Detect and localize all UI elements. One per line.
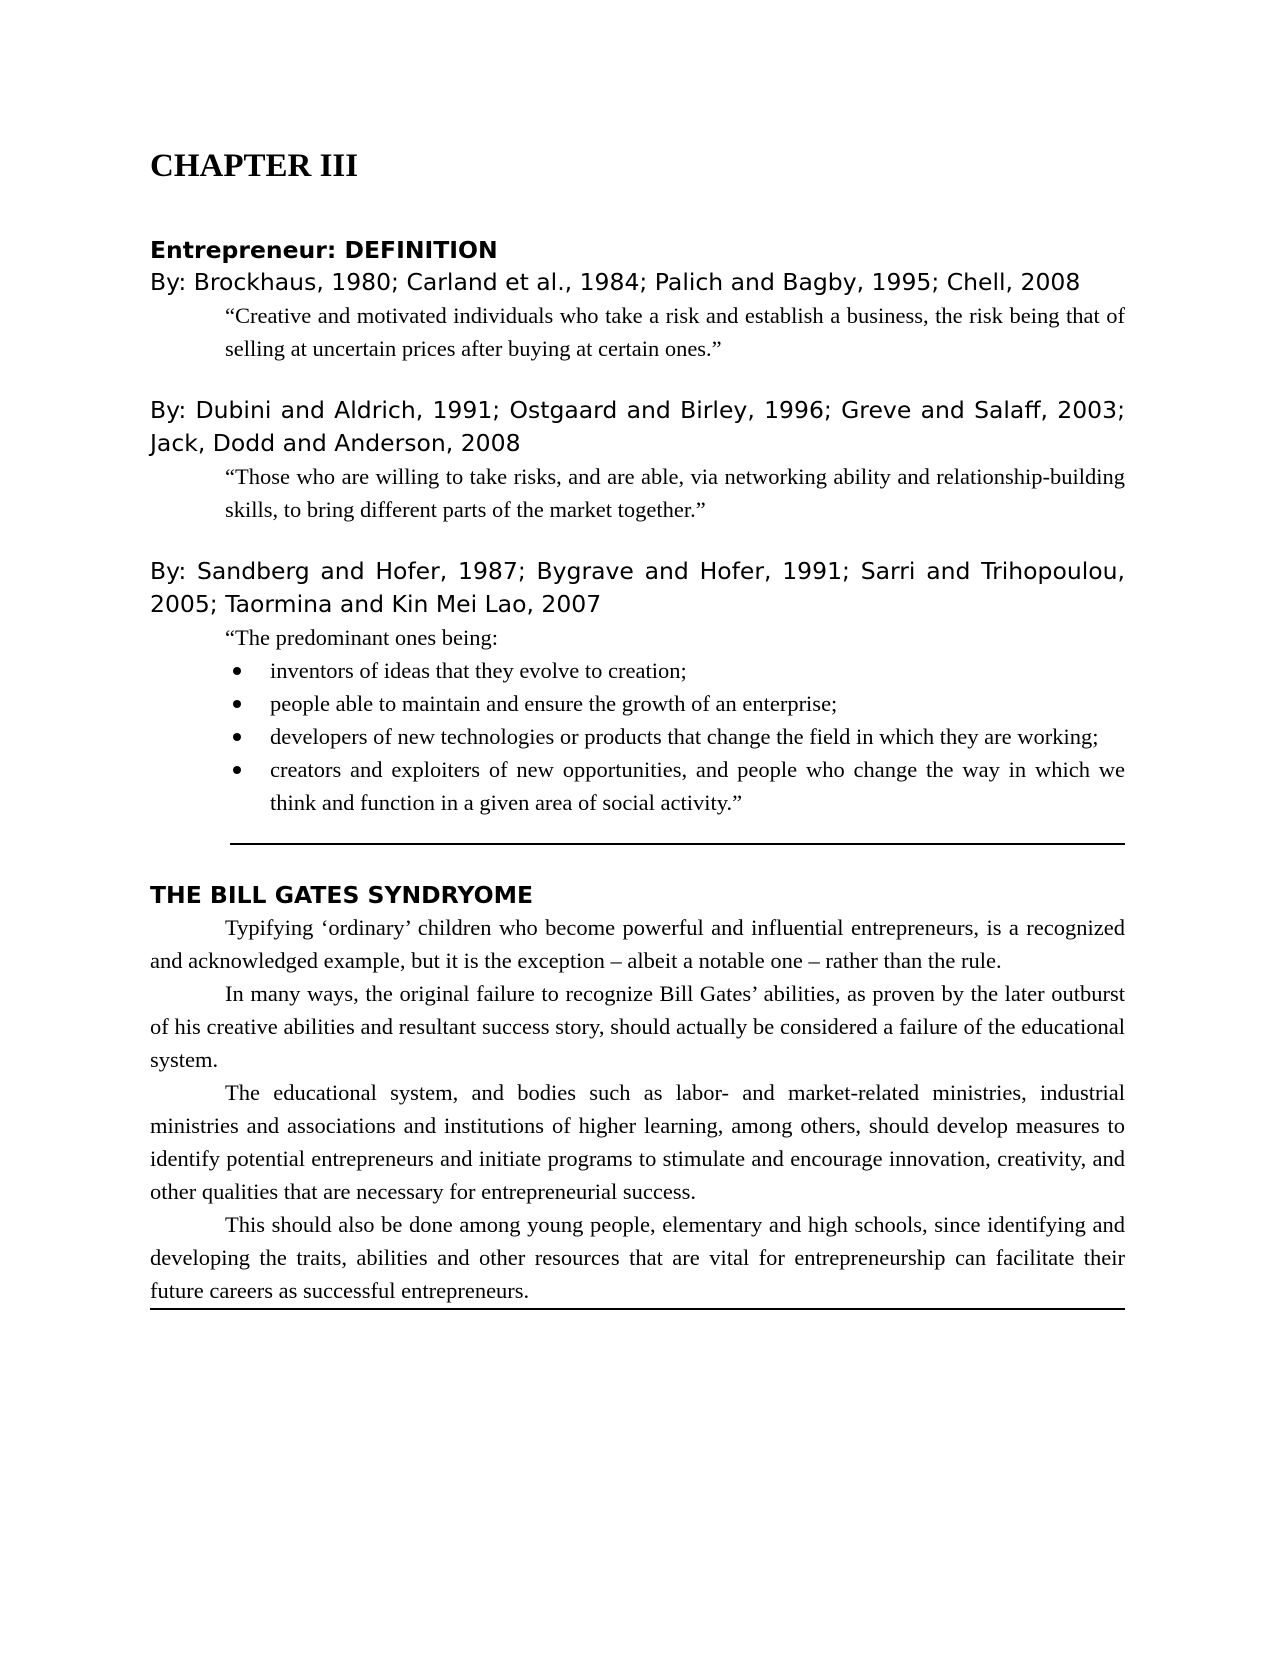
body-paragraph: The educational system, and bodies such as labor- and market-related ministries, industrial ministries and associations and institutions of higher learning, among others, should develop measures to identify potential entrepreneurs and initiate programs to stimulate and encourage innovation, creativity, and other qualities that are necessary for entrepreneurial success. bbox=[150, 1080, 1125, 1204]
definition-quote-intro: “The predominant ones being: bbox=[225, 625, 499, 650]
list-item bbox=[225, 687, 1125, 720]
citation-byline: By: Dubini and Aldrich, 1991; Ostgaard and Birley, 1996; Greve and Salaff, 2003; Jack, Dodd and Anderson, 2008 bbox=[150, 396, 1125, 457]
citation-byline: By: Sandberg and Hofer, 1987; Bygrave and Hofer, 1991; Sarri and Trihopoulou, 2005; Taormina and Kin Mei Lao, 2007 bbox=[150, 557, 1125, 618]
definition-bullet-list bbox=[225, 654, 1125, 819]
bullet-icon bbox=[233, 700, 241, 708]
list-item-text: developers of new technologies or products that change the field in which they are working; bbox=[270, 724, 1099, 749]
definition-section bbox=[150, 234, 1125, 845]
body-paragraph: This should also be done among young people, elementary and high schools, since identifying and developing the traits, abilities and other resources that are vital for entrepreneurship can facilitate their future careers as successful entrepreneurs. bbox=[150, 1212, 1125, 1303]
definition-heading: Entrepreneur: DEFINITION bbox=[150, 236, 498, 264]
list-item-text: inventors of ideas that they evolve to creation; bbox=[270, 658, 687, 683]
list-item-text: creators and exploiters of new opportunities, and people who change the way in which we think and function in a given area of social activity.” bbox=[270, 757, 1125, 815]
syndrome-section bbox=[150, 879, 1125, 1310]
list-item bbox=[225, 720, 1125, 753]
syndrome-heading: THE BILL GATES SYNDRYOME bbox=[150, 881, 534, 909]
definition-entry bbox=[150, 555, 1125, 819]
bullet-icon bbox=[233, 667, 241, 675]
section-divider bbox=[230, 843, 1125, 845]
document-page bbox=[150, 146, 1125, 1310]
bottom-rule bbox=[150, 1308, 1125, 1310]
body-paragraph: In many ways, the original failure to recognize Bill Gates’ abilities, as proven by the later outburst of his creative abilities and resultant success story, should actually be considered a failure of the educational system. bbox=[150, 981, 1125, 1072]
chapter-title: CHAPTER III bbox=[150, 148, 359, 184]
bullet-icon bbox=[233, 766, 241, 774]
list-item bbox=[225, 654, 1125, 687]
body-paragraph: Typifying ‘ordinary’ children who become powerful and influential entrepreneurs, is a recognized and acknowledged example, but it is the exception – albeit a notable one – rather than the rule. bbox=[150, 915, 1125, 973]
definition-entry bbox=[150, 266, 1125, 365]
list-item-text: people able to maintain and ensure the growth of an enterprise; bbox=[270, 691, 838, 716]
citation-byline: By: Brockhaus, 1980; Carland et al., 1984; Palich and Bagby, 1995; Chell, 2008 bbox=[150, 268, 1081, 296]
bullet-icon bbox=[233, 733, 241, 741]
definition-quote: “Creative and motivated individuals who take a risk and establish a business, the risk being that of selling at uncertain prices after buying at certain ones.” bbox=[225, 303, 1125, 361]
definition-quote: “Those who are willing to take risks, and are able, via networking ability and relationship-building skills, to bring different parts of the market together.” bbox=[225, 464, 1125, 522]
list-item bbox=[225, 753, 1125, 819]
definition-entry bbox=[150, 394, 1125, 526]
